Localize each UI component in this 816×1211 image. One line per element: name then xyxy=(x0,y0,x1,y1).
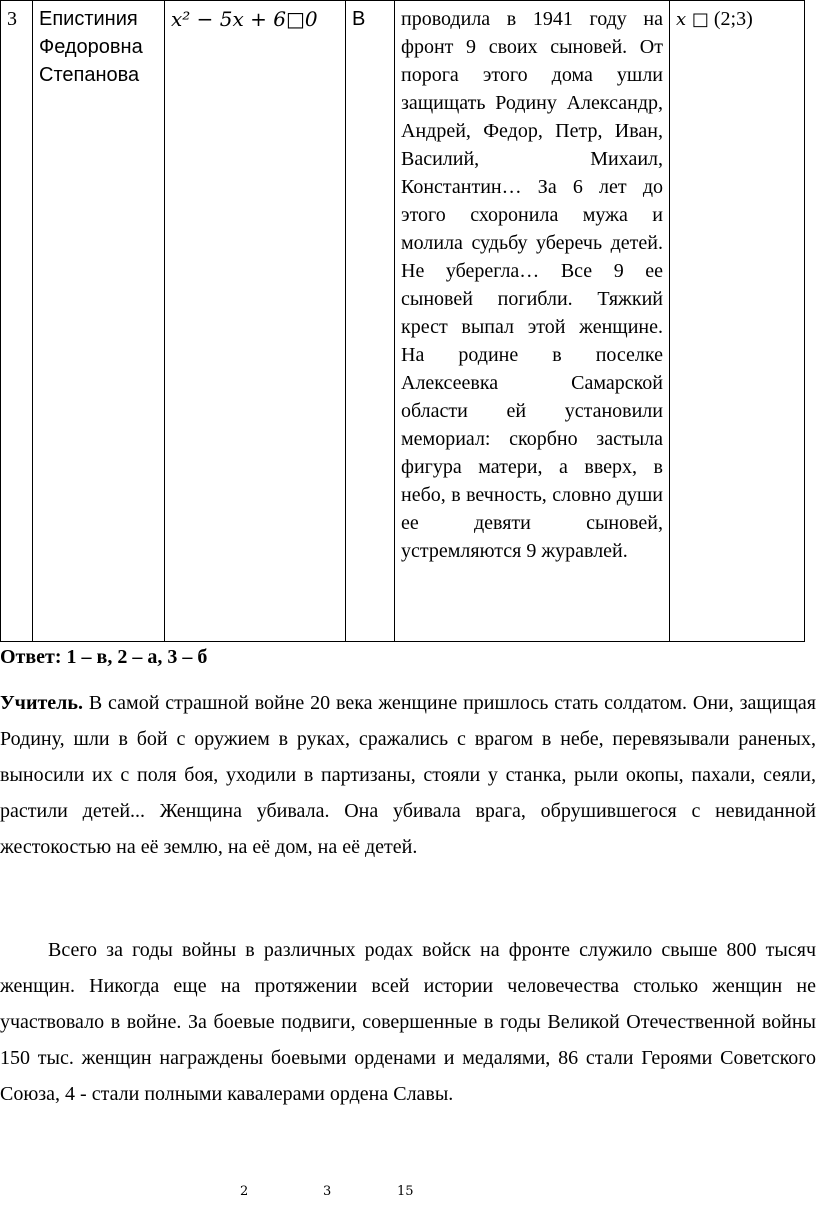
table-row xyxy=(1,1,805,642)
row-number: 3 xyxy=(1,1,33,642)
footer-number: 2 xyxy=(240,1184,249,1199)
footer-number: 15 xyxy=(397,1184,414,1199)
person-name: Епистиния Федоровна Степанова xyxy=(33,1,165,642)
answer-letter: В xyxy=(346,1,395,642)
footer-number: 3 xyxy=(323,1184,332,1199)
solution-variable: x □ xyxy=(676,9,709,30)
inequality: x² − 5x + 6□0 xyxy=(165,1,346,642)
teacher-paragraph xyxy=(0,685,816,865)
answer-line: Ответ: 1 – в, 2 – а, 3 – б xyxy=(0,646,208,668)
solution-interval: (2;3) xyxy=(713,8,753,30)
teacher-label: Учитель. xyxy=(0,692,83,714)
footer xyxy=(0,1184,816,1204)
story-text: проводила в 1941 году на фронт 9 своих сыновей. От порога этого дома ушли защищать Родину Александр, Андрей, Федор, Петр, Иван, Василий, Михаил, Константин… За 6 лет до этого схоронила мужа и молила судьбу уберечь детей. Не уберегла… Все 9 ее сыновей погибли. Тяжкий крест выпал этой женщине. На родине в поселке Алексеевка Самарской области ей установили мемориал: скорбно застыла фигура матери, а вверх, в небо, в вечность, словно души ее девяти сыновей, устремляются 9 журавлей. xyxy=(395,1,670,642)
solution-cell xyxy=(670,1,805,642)
teacher-text: В самой страшной войне 20 века женщине пришлось стать солдатом. Они, защищая Родину, шли в бой с оружием в руках, сражались с врагом в небе, перевязывали раненых, выносили их с поля боя, уходили в партизаны, стояли у станка, рыли окопы, пахали, сеяли, растили детей... Женщина убивала. Она убивала врага, обрушившегося с невиданной жестокостью на её землю, на её дом, на её детей. xyxy=(0,692,816,858)
women-war-paragraph: Всего за годы войны в различных родах войск на фронте служило свыше 800 тысяч женщин. Никогда еще на протяжении всей истории человечества столько женщин не участвовало в войне. За боевые подвиги, совершенные в годы Великой Отечественной войны 150 тыс. женщин награждены боевыми орденами и медалями, 86 стали Героями Советского Союза, 4 - стали полными кавалерами ордена Славы. xyxy=(0,939,816,1105)
